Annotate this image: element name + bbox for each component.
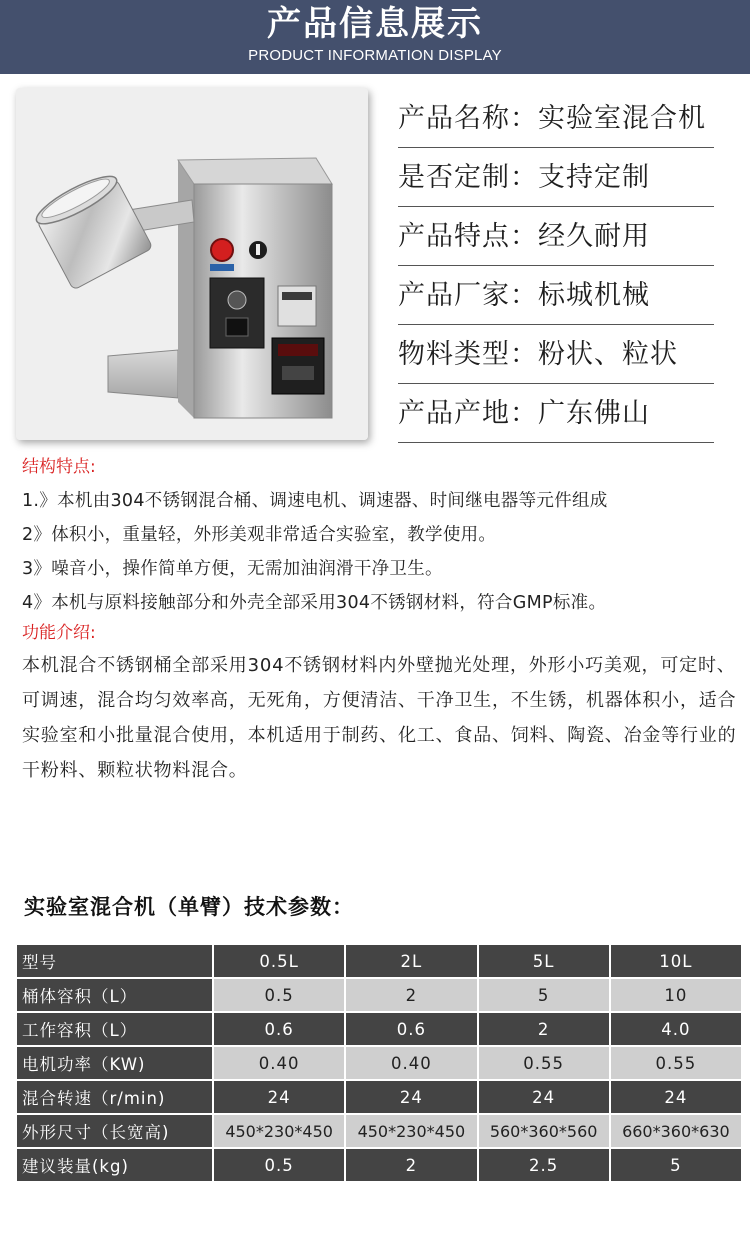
table-cell: 0.40 (346, 1047, 476, 1079)
info-row-feature (398, 208, 714, 266)
info-value: 经久耐用 (538, 221, 650, 252)
table-cell: 24 (611, 1081, 741, 1113)
table-cell: 24 (346, 1081, 476, 1113)
product-photo (16, 88, 368, 440)
info-row-material (398, 326, 714, 384)
structure-item: 1.》本机由304不锈钢混合桶、调速电机、调速器、时间继电器等元件组成 (22, 491, 608, 511)
info-value: 支持定制 (538, 162, 650, 193)
table-cell: 2.5 (479, 1149, 609, 1181)
table-cell: 0.6 (214, 1013, 344, 1045)
info-separator: ： (510, 162, 538, 193)
info-row-name (398, 90, 714, 148)
structure-item: 2》体积小，重量轻，外形美观非常适合实验室，教学使用。 (22, 525, 497, 545)
table-cell: 0.5 (214, 1149, 344, 1181)
specs-title: 实验室混合机（单臂）技术参数： (24, 895, 354, 919)
table-cell: 0.40 (214, 1047, 344, 1079)
table-row (17, 1047, 741, 1079)
header-title: 产品信息展示 (267, 4, 483, 44)
table-row (17, 1149, 741, 1181)
info-value: 实验室混合机 (538, 103, 706, 134)
table-cell: 混合转速（r/min) (17, 1081, 212, 1113)
table-cell: 2 (346, 979, 476, 1011)
info-label: 产品名称 (398, 103, 510, 134)
table-cell: 10 (611, 979, 741, 1011)
table-cell: 5 (611, 1149, 741, 1181)
table-cell: 2L (346, 945, 476, 977)
table-cell: 建议装量(kg) (17, 1149, 212, 1181)
product-info-list (398, 90, 714, 443)
info-row-origin (398, 385, 714, 443)
specs-table (15, 943, 743, 1183)
table-cell: 外形尺寸（长宽高) (17, 1115, 212, 1147)
table-cell: 24 (479, 1081, 609, 1113)
table-cell: 0.55 (479, 1047, 609, 1079)
info-value: 广东佛山 (538, 398, 650, 429)
table-cell: 660*360*630 (611, 1115, 741, 1147)
table-cell: 5 (479, 979, 609, 1011)
table-cell: 560*360*560 (479, 1115, 609, 1147)
info-value: 粉状、粒状 (538, 339, 678, 370)
table-row (17, 979, 741, 1011)
table-cell: 450*230*450 (346, 1115, 476, 1147)
table-cell: 10L (611, 945, 741, 977)
table-row (17, 1081, 741, 1113)
info-row-manufacturer (398, 267, 714, 325)
structure-item: 4》本机与原料接触部分和外壳全部采用304不锈钢材料，符合GMP标准。 (22, 593, 607, 613)
mixer-machine-illustration (16, 88, 368, 440)
info-label: 物料类型 (398, 339, 510, 370)
function-title: 功能介绍: (22, 623, 96, 643)
table-cell: 450*230*450 (214, 1115, 344, 1147)
info-label: 产品产地 (398, 398, 510, 429)
description-block (22, 454, 742, 788)
table-cell: 0.5 (214, 979, 344, 1011)
table-cell: 5L (479, 945, 609, 977)
table-cell: 工作容积（L） (17, 1013, 212, 1045)
structure-item: 3》噪音小，操作简单方便，无需加油润滑干净卫生。 (22, 559, 443, 579)
table-cell: 型号 (17, 945, 212, 977)
table-cell: 2 (479, 1013, 609, 1045)
info-label: 产品特点 (398, 221, 510, 252)
table-cell: 0.5L (214, 945, 344, 977)
info-row-customization (398, 149, 714, 207)
info-separator: ： (510, 221, 538, 252)
function-text: 本机混合不锈钢桶全部采用304不锈钢材料内外壁抛光处理，外形小巧美观，可定时、可调速，混合均匀效率高，无死角，方便清洁、干净卫生，不生锈，机器体积小，适合实验室和小批量混合使用，本机适用于制药、化工、食品、饲料、陶瓷、冶金等行业的干粉料、颗粒状物料混合。 (22, 655, 737, 781)
info-separator: ： (510, 103, 538, 134)
table-row (17, 1115, 741, 1147)
structure-title: 结构特点: (22, 457, 96, 477)
info-separator: ： (510, 339, 538, 370)
table-cell: 0.55 (611, 1047, 741, 1079)
table-cell: 4.0 (611, 1013, 741, 1045)
table-cell: 0.6 (346, 1013, 476, 1045)
info-value: 标城机械 (538, 280, 650, 311)
info-label: 是否定制 (398, 162, 510, 193)
table-cell: 桶体容积（L） (17, 979, 212, 1011)
table-row (17, 1013, 741, 1045)
table-row (17, 945, 741, 977)
table-cell: 2 (346, 1149, 476, 1181)
header-subtitle: PRODUCT INFORMATION DISPLAY (248, 47, 502, 64)
info-separator: ： (510, 280, 538, 311)
table-cell: 24 (214, 1081, 344, 1113)
info-label: 产品厂家 (398, 280, 510, 311)
info-separator: ： (510, 398, 538, 429)
table-cell: 电机功率（KW) (17, 1047, 212, 1079)
page-header (0, 0, 750, 74)
